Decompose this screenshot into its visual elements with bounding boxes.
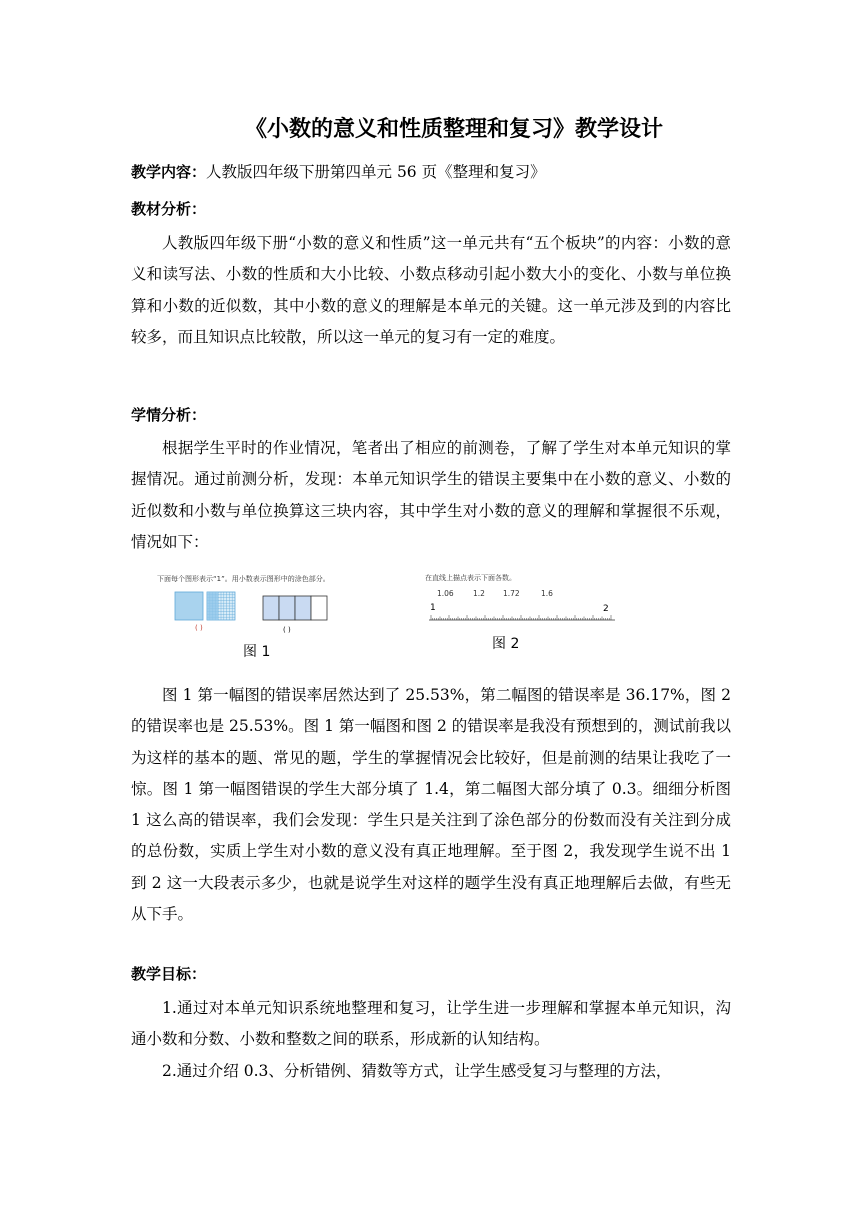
number-line xyxy=(423,613,623,627)
number-2: 1.2 xyxy=(473,589,485,598)
page-title: 《小数的意义和性质整理和复习》教学设计 xyxy=(244,117,663,142)
content-text: 人教版四年级下册第四单元 56 页《整理和复习》 xyxy=(206,163,546,181)
goals-heading: 教学目标： xyxy=(131,965,207,983)
bar-diagram xyxy=(263,596,327,620)
figure-2-instruction: 在直线上描点表示下面各数。 xyxy=(425,574,516,582)
shaded-square xyxy=(175,592,203,620)
figure-1-caption: 图 1 xyxy=(243,644,271,660)
blank-2: ( ) xyxy=(283,626,291,634)
student-heading: 学情分析： xyxy=(131,406,207,424)
figure-1-instruction: 下面每个图形表示“1”。用小数表示图形中的涂色部分。 xyxy=(157,575,330,583)
material-heading: 教材分析： xyxy=(131,200,207,218)
figure-1-graphic xyxy=(155,588,385,648)
material-paragraph: 人教版四年级下册“小数的意义和性质”这一单元共有“五个板块”的内容：小数的意义和读写法、小数的性质和大小比较、小数点移动引起小数大小的变化、小数与单位换算和小数的近似数，其中小数的意义的理解是本单元的关键。这一单元涉及到的内容比较多，而且知识点比较散，所以这一单元的复习有一定的难度。 xyxy=(131,234,731,346)
figure-2 xyxy=(423,573,623,633)
figure-2-caption: 图 2 xyxy=(492,636,520,652)
number-1: 1.06 xyxy=(437,589,454,598)
goal-item-2: 2.通过介绍 0.3、分析错例、猜数等方式，让学生感受复习与整理的方法， xyxy=(162,1062,672,1080)
student-paragraph: 根据学生平时的作业情况，笔者出了相应的前测卷，了解了学生对本单元知识的掌握情况。通过前测分析，发现：本单元知识学生的错误主要集中在小数的意义、小数的近似数和小数与单位换算这三块内容，其中学生对小数的意义的理解和掌握很不乐观，情况如下： xyxy=(131,439,731,551)
ruler-start: 1 xyxy=(430,603,436,613)
number-4: 1.6 xyxy=(541,589,553,598)
number-3: 1.72 xyxy=(503,589,520,598)
ruler-end: 2 xyxy=(603,604,609,614)
content-line xyxy=(131,160,546,182)
analysis-paragraph: 图 1 第一幅图的错误率居然达到了 25.53%，第二幅图的错误率是 36.17%，图 2 的错误率也是 25.53%。图 1 第一幅图和图 2 的错误率是我没有预想到的，测试前我以为这样的基本的题、常见的题，学生的掌握情况会比较好，但是前测的结果让我吃了一惊。图 1 第一幅图错误的学生大部分填了 1.4，第二幅图大部分填了 0.3。细细分析图 1 这么高的错误率，我们会发现：学生只是关注到了涂色部分的份数而没有关注到分成的总份数，实质上学生对小数的意义没有真正地理解。至于图 2，我发现学生说不出 1 到 2 这一大段表示多少，也就是说学生对这样的题学生没有真正地理解后去做，有些无从下手。 xyxy=(131,686,731,924)
content-label: 教学内容： xyxy=(131,163,207,181)
goal-item-1: 1.通过对本单元知识系统地整理和复习，让学生进一步理解和掌握本单元知识，沟通小数和分数、小数和整数之间的联系，形成新的认知结构。 xyxy=(131,999,731,1049)
grid-square xyxy=(207,592,235,620)
blank-1: ( ) xyxy=(195,624,203,632)
